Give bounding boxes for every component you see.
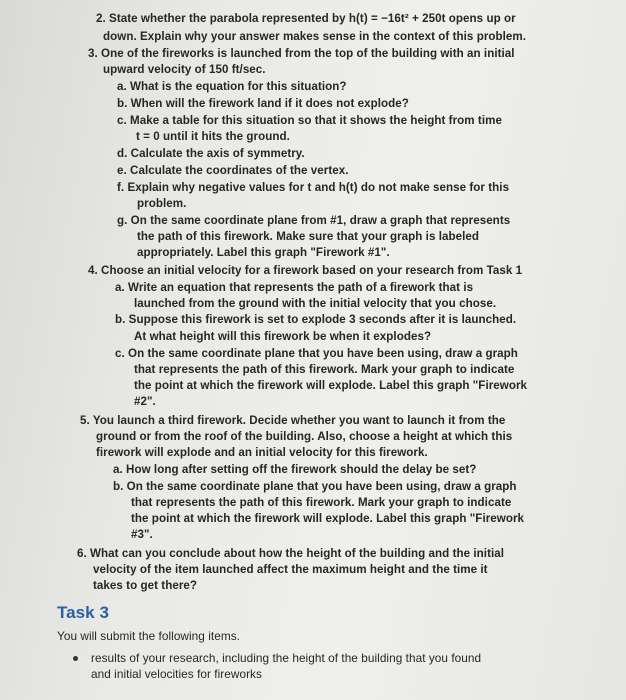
question-3g-line-1: g. On the same coordinate plane from #1, draw a graph that represents	[117, 214, 511, 227]
question-3c-line-2: t = 0 until it hits the ground.	[136, 130, 290, 143]
question-5a: a. How long after setting off the firework should the delay be set?	[113, 463, 477, 476]
question-4c-line-2: that represents the path of this firework. Mark your graph to indicate	[134, 363, 515, 376]
question-4b-line-1: b. Suppose this firework is set to explode 3 seconds after it is launched.	[115, 313, 517, 326]
question-4a-line-2: launched from the ground with the initial velocity that you chose.	[134, 297, 497, 310]
question-2-line-1: 2. State whether the parabola represented by h(t) = −16t² + 250t opens up or	[96, 12, 516, 25]
question-4a-line-1: a. Write an equation that represents the path of a firework that is	[115, 281, 474, 294]
question-6-line-3: takes to get there?	[93, 579, 198, 592]
question-4c-line-3: the point at which the firework will explode. Label this graph "Firework	[134, 379, 528, 392]
question-3g-line-3: appropriately. Label this graph "Firework #1".	[137, 246, 390, 259]
question-4c-line-4: #2".	[134, 395, 156, 408]
task-3-heading: Task 3	[57, 603, 109, 622]
question-6-line-2: velocity of the item launched affect the maximum height and the time it	[93, 563, 488, 576]
question-5-line-2: ground or from the roof of the building. Also, choose a height at which this	[96, 430, 513, 443]
question-3-line-2: upward velocity of 150 ft/sec.	[103, 63, 266, 76]
task-3-item-1-line-1: results of your research, including the height of the building that you found	[91, 651, 482, 665]
question-5b-line-4: #3".	[131, 528, 153, 541]
question-5-line-3: firework will explode and an initial velocity for this firework.	[96, 446, 428, 459]
question-3f-line-2: problem.	[137, 197, 187, 210]
bullet-dot-icon	[73, 656, 78, 661]
task-3-item-1-line-2: and initial velocities for fireworks	[91, 667, 262, 681]
question-4c-line-1: c. On the same coordinate plane that you have been using, draw a graph	[115, 347, 518, 360]
question-2-line-2: down. Explain why your answer makes sense in the context of this problem.	[103, 30, 527, 43]
question-3b: b. When will the firework land if it does not explode?	[117, 97, 409, 110]
question-3-line-1: 3. One of the fireworks is launched from the top of the building with an initial	[88, 47, 515, 60]
question-5b-line-3: the point at which the firework will explode. Label this graph "Firework	[131, 512, 525, 525]
question-4b-line-2: At what height will this firework be when it explodes?	[134, 330, 432, 343]
question-3d: d. Calculate the axis of symmetry.	[117, 147, 305, 160]
question-3g-line-2: the path of this firework. Make sure that your graph is labeled	[137, 230, 480, 243]
question-3c-line-1: c. Make a table for this situation so that it shows the height from time	[117, 114, 502, 127]
question-4-line-1: 4. Choose an initial velocity for a firework based on your research from Task 1	[88, 264, 523, 277]
question-5b-line-2: that represents the path of this firework. Mark your graph to indicate	[131, 496, 512, 509]
question-6-line-1: 6. What can you conclude about how the height of the building and the initial	[77, 547, 505, 560]
question-3f-line-1: f. Explain why negative values for t and h(t) do not make sense for this	[117, 181, 510, 194]
question-3e: e. Calculate the coordinates of the vertex.	[117, 164, 349, 177]
question-5-line-1: 5. You launch a third firework. Decide whether you want to launch it from the	[80, 414, 506, 427]
question-5b-line-1: b. On the same coordinate plane that you have been using, draw a graph	[113, 480, 517, 493]
question-3a: a. What is the equation for this situation?	[117, 80, 347, 93]
task-3-intro: You will submit the following items.	[57, 629, 240, 643]
